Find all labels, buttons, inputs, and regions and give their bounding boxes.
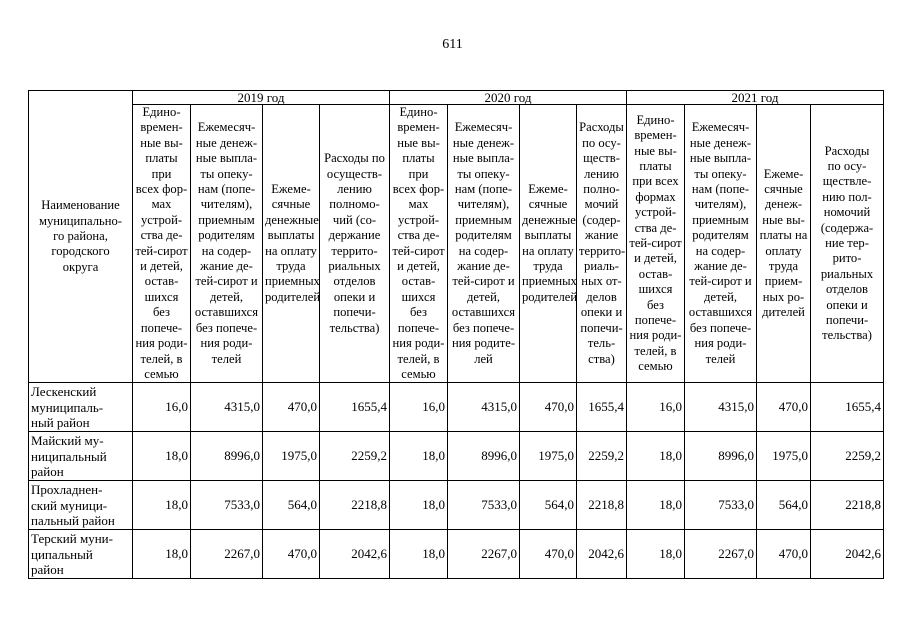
table-cell-value: 18,0 (133, 481, 191, 530)
table-cell-value: 7533,0 (191, 481, 263, 530)
page-number: 611 (442, 37, 463, 52)
table-cell-value: 16,0 (627, 383, 685, 432)
budget-table (28, 90, 884, 579)
column-header-lump-sum: Едино- времен- ные вы- платы при всех фор- мах устрой- ства де- тей-сирот и детей, остав- шихся без попече- ния роди- телей, в семью (390, 105, 448, 383)
table-row (29, 481, 884, 530)
table-cell-value: 2042,6 (811, 530, 884, 579)
column-header-monthly-foster-pay: Ежеме- сячные денежные выплаты на оплату труда приемных родителей (520, 105, 577, 383)
table-cell-value: 2267,0 (191, 530, 263, 579)
municipality-name: Прохладнен- ский муници- пальный район (29, 481, 133, 530)
table-cell-value: 7533,0 (448, 481, 520, 530)
table-cell-value: 4315,0 (685, 383, 757, 432)
table-cell-value: 18,0 (627, 432, 685, 481)
table-cell-value: 2259,2 (811, 432, 884, 481)
table-cell-value: 470,0 (263, 383, 320, 432)
table-cell-value: 4315,0 (191, 383, 263, 432)
year-header-row (29, 91, 884, 105)
table-cell-value: 564,0 (263, 481, 320, 530)
column-header-authority-expenses: Расходы по осу- ществле- нию пол- номочий (содержа- ние тер- рито- риальных отделов опеки и попечи- тельства) (811, 105, 884, 383)
table-cell-value: 2259,2 (577, 432, 627, 481)
table-cell-value: 2042,6 (577, 530, 627, 579)
column-header-authority-expenses: Расходы по осу- ществ- лению полно- мочий (содер- жание террито- риаль- ных от- делов опеки и попечи- тель- ства) (577, 105, 627, 383)
table-cell-value: 564,0 (520, 481, 577, 530)
table-cell-value: 470,0 (263, 530, 320, 579)
table-cell-value: 470,0 (520, 383, 577, 432)
column-header-lump-sum: Едино- времен- ные вы- платы при всех фор- мах устрой- ства де- тей-сирот и детей, остав- шихся без попече- ния роди- телей, в семью (133, 105, 191, 383)
table-cell-value: 8996,0 (191, 432, 263, 481)
table-cell-value: 18,0 (133, 432, 191, 481)
column-header-monthly-foster-pay: Ежеме- сячные денеж- ные вы- платы на оплату труда прием- ных ро- дителей (757, 105, 811, 383)
table-cell-value: 18,0 (390, 432, 448, 481)
column-header-lump-sum: Едино- времен- ные вы- платы при всех формах устрой- ства де- тей-сирот и детей, остав- шихся без попече- ния роди- телей, в семью (627, 105, 685, 383)
table-cell-value: 2218,8 (577, 481, 627, 530)
table-cell-value: 7533,0 (685, 481, 757, 530)
column-header-row (29, 105, 884, 383)
municipality-name: Майский му- ниципальный район (29, 432, 133, 481)
table-cell-value: 8996,0 (685, 432, 757, 481)
table-cell-value: 18,0 (390, 481, 448, 530)
table-cell-value: 2218,8 (320, 481, 390, 530)
column-header-monthly-guardians: Ежемесяч- ные денеж- ные выпла- ты опеку- нам (попе- чителям), приемным родителям на содер- жание де- тей-сирот и детей, оставшихся без попече- ния роди- телей (191, 105, 263, 383)
column-header-monthly-foster-pay: Ежеме- сячные денежные выплаты на оплату труда приемных родителей (263, 105, 320, 383)
table-cell-value: 16,0 (133, 383, 191, 432)
table-cell-value: 1975,0 (520, 432, 577, 481)
year-header-2020: 2020 год (390, 91, 627, 105)
table-cell-value: 2259,2 (320, 432, 390, 481)
table-row (29, 432, 884, 481)
table-cell-value: 564,0 (757, 481, 811, 530)
table-cell-value: 18,0 (390, 530, 448, 579)
table-cell-value: 2267,0 (448, 530, 520, 579)
table-cell-value: 1655,4 (577, 383, 627, 432)
table-cell-value: 1655,4 (320, 383, 390, 432)
column-header-monthly-guardians: Ежемесяч- ные денеж- ные выпла- ты опеку- нам (попе- чителям), приемным родителям на содер- жание де- тей-сирот и детей, оставшихся без попече- ния роди- телей (685, 105, 757, 383)
table-cell-value: 470,0 (520, 530, 577, 579)
year-header-2019: 2019 год (133, 91, 390, 105)
municipality-name: Терский муни- ципальный район (29, 530, 133, 579)
table-cell-value: 16,0 (390, 383, 448, 432)
municipality-column-header: Наименование муниципально- го района, городского округа (29, 91, 133, 383)
table-cell-value: 2267,0 (685, 530, 757, 579)
table-cell-value: 1975,0 (757, 432, 811, 481)
table-cell-value: 18,0 (133, 530, 191, 579)
table-cell-value: 470,0 (757, 383, 811, 432)
table-cell-value: 4315,0 (448, 383, 520, 432)
table-cell-value: 18,0 (627, 481, 685, 530)
column-header-authority-expenses: Расходы по осуществ- лению полномо- чий (со- держание террито- риальных отделов опеки и попечи- тельства) (320, 105, 390, 383)
table-cell-value: 8996,0 (448, 432, 520, 481)
table-cell-value: 2042,6 (320, 530, 390, 579)
year-header-2021: 2021 год (627, 91, 884, 105)
table-row (29, 383, 884, 432)
table-cell-value: 2218,8 (811, 481, 884, 530)
table-row (29, 530, 884, 579)
table-cell-value: 1975,0 (263, 432, 320, 481)
table-cell-value: 1655,4 (811, 383, 884, 432)
column-header-monthly-guardians: Ежемесяч- ные денеж- ные выпла- ты опеку- нам (попе- чителям), приемным родителям на содер- жание де- тей-сирот и детей, оставшихся без попече- ния родите- лей (448, 105, 520, 383)
table-cell-value: 18,0 (627, 530, 685, 579)
table-cell-value: 470,0 (757, 530, 811, 579)
municipality-name: Лескенский муниципаль- ный район (29, 383, 133, 432)
